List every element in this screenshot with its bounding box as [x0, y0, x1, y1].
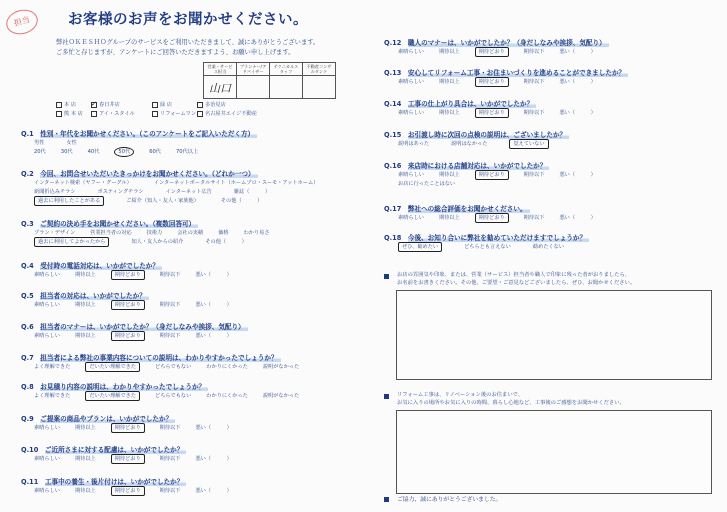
question-text: 工事中の養生・後片付けは、いかがでしたか？ [45, 478, 186, 486]
question-heading [21, 476, 186, 486]
answer-option[interactable]: 期待以下 [523, 215, 545, 221]
option-row [398, 243, 586, 250]
answer-option[interactable]: その他（ ） [220, 198, 263, 204]
answer-option[interactable]: 素晴らしい [34, 333, 60, 339]
answer-option[interactable]: 悪い（ ） [559, 110, 596, 116]
staff-header: 不動産コンサルタント [303, 63, 336, 76]
question-heading [384, 98, 536, 108]
checkbox[interactable] [197, 102, 203, 108]
question-heading [384, 203, 530, 213]
answer-option[interactable]: 覚えていない [509, 139, 548, 149]
branch-label: 多治見店 [205, 102, 226, 108]
answer-option[interactable]: わかりにくかった [206, 393, 248, 399]
answer-option[interactable]: 期待以下 [159, 425, 181, 431]
comment-box-1[interactable] [396, 290, 712, 380]
answer-option[interactable]: 説明がなかった [262, 393, 300, 399]
answer-option[interactable]: 価格 [218, 230, 229, 236]
answer-option[interactable]: 期待どおり [475, 77, 509, 87]
question-text: 安心してリフォーム工事・お住まいづくりを進めることができましたか？ [408, 69, 628, 77]
answer-option[interactable]: 20代 [34, 149, 46, 155]
answer-option[interactable]: どちらとも言えない [464, 244, 511, 250]
question-text: 職人のマナーは、いかがでしたか？（身だしなみや挨拶、気配り） [408, 39, 609, 47]
answer-option[interactable]: 悪い（ ） [559, 49, 596, 55]
option-row [398, 48, 611, 55]
option-row [34, 197, 284, 204]
branch-option[interactable] [91, 101, 120, 108]
branch-option[interactable] [197, 101, 226, 108]
question-text: お見積り内容の説明は、わかりやすかったでしょうか？ [40, 383, 208, 391]
answer-option[interactable]: どちらでもない [155, 393, 192, 399]
branch-option[interactable] [56, 101, 76, 108]
answer-option[interactable]: 悪い（ ） [195, 456, 232, 462]
answer-option[interactable]: 説明はあった [398, 141, 430, 147]
answer-option[interactable]: 期待どおり [111, 331, 145, 341]
question-number: Q.12 [384, 39, 402, 47]
checkbox[interactable] [152, 111, 158, 117]
question-number: Q.16 [384, 162, 402, 170]
option-row [34, 455, 247, 462]
option-row [398, 140, 571, 147]
question-text: 今回、お問合せいただいたきっかけをお聞かせください。（どれか一つ） [40, 170, 257, 178]
answer-option[interactable]: 期待以下 [523, 79, 545, 85]
comment-prompt-2: リフォーム工事は、リノベーション後のお住まいで、 お気に入りの場所やお気に入りの時間、暮らし心地など、工事後のご感想をお聞かせください。 [397, 392, 625, 406]
question-text: ご契約の決め手をお聞かせください。（複数回答可） [40, 220, 198, 228]
option-row [34, 229, 285, 236]
staff-stamp: 担当 [3, 6, 40, 37]
question-number: Q.17 [384, 205, 402, 213]
answer-option[interactable]: お店に行ったことはない [398, 181, 456, 187]
question-number: Q.1 [21, 130, 34, 138]
option-row [398, 180, 477, 187]
answer-option[interactable]: 素晴らしい [34, 302, 60, 308]
comment-bullet-icon [384, 274, 389, 279]
answer-option[interactable]: 期待どおり [475, 108, 509, 118]
checkbox[interactable] [197, 111, 203, 117]
answer-option[interactable]: 期待どおり [475, 47, 509, 57]
staff-header: テクニカルスタッフ [270, 63, 303, 76]
answer-option[interactable]: 期待以下 [159, 272, 181, 278]
comment-bullet-icon [384, 394, 389, 399]
answer-option[interactable]: 知人・友人からの紹介 [131, 239, 184, 245]
answer-option[interactable]: 素晴らしい [398, 79, 424, 85]
answer-option[interactable]: だいたい理解できた [85, 362, 140, 372]
thanks-text: ご協力、誠にありがとうございました。 [397, 497, 502, 503]
option-row [34, 271, 247, 278]
answer-option[interactable]: 期待以下 [523, 110, 545, 116]
answer-option[interactable]: 営業担当者の対応 [90, 230, 132, 236]
question-heading [384, 129, 569, 139]
question-number: Q.18 [384, 234, 402, 242]
question-number: Q.14 [384, 100, 402, 108]
staff-name-handwritten: 山口 [209, 82, 231, 95]
question-text: 工事の仕上がり具合は、いかがでしたか？ [408, 100, 536, 108]
answer-option[interactable]: 期待以下 [523, 49, 545, 55]
answer-option[interactable]: 期待以上 [74, 302, 96, 308]
answer-option[interactable]: 期待どおり [111, 423, 145, 433]
staff-cell[interactable] [303, 76, 336, 99]
checkbox[interactable] [56, 102, 62, 108]
answer-option[interactable]: 悪い（ ） [559, 215, 596, 221]
answer-option[interactable]: プラン・デザイン [34, 230, 76, 236]
survey-title: お客様のお声をお聞かせください。 [68, 12, 308, 28]
answer-option[interactable]: 30代 [60, 149, 73, 155]
answer-option[interactable]: どちらでもない [155, 364, 192, 370]
question-number: Q.6 [21, 323, 34, 331]
question-heading [384, 37, 609, 47]
question-number: Q.9 [21, 415, 34, 423]
question-number: Q.11 [21, 478, 39, 486]
answer-option[interactable]: 新聞折込みチラシ [34, 189, 76, 195]
answer-option[interactable]: 期待以下 [523, 172, 545, 178]
branch-option[interactable] [197, 110, 257, 117]
staff-cell[interactable] [270, 76, 303, 99]
answer-option[interactable]: 素晴らしい [398, 215, 424, 221]
option-row [398, 171, 611, 178]
answer-option[interactable]: 期待以上 [438, 49, 460, 55]
checkbox[interactable] [91, 111, 97, 117]
question-text: 受付時の電話対応は、いかがでしたか？ [40, 262, 162, 270]
answer-option[interactable]: 悪い（ ） [195, 425, 232, 431]
question-text: 弊社への総合評価をお聞かせください。 [408, 205, 530, 213]
intro-text [56, 38, 386, 58]
answer-option[interactable]: 悪い（ ） [559, 172, 596, 178]
option-row [34, 424, 247, 431]
answer-option[interactable]: 期待以上 [74, 333, 96, 339]
answer-option[interactable]: ぜひ、勧めたい [398, 242, 442, 252]
question-number: Q.8 [21, 383, 34, 391]
intro-line: 弊社ＯＫＥＳＨＯグループのサービスをご利用いただきまして、誠にありがとうございます。 [56, 39, 320, 46]
answer-option[interactable]: 説明はなかった [451, 141, 488, 147]
answer-option[interactable]: 50代 [114, 147, 134, 157]
answer-option[interactable]: その他（ ） [205, 239, 247, 245]
answer-option[interactable]: 悪い（ ） [195, 333, 232, 339]
answer-option[interactable]: 悪い（ ） [195, 302, 232, 308]
answer-option[interactable]: 期待以上 [74, 425, 96, 431]
intro-line: ご多忙と存じますが、アンケートにご回答いただきますよう、お願い申し上げます。 [56, 49, 295, 56]
question-text: ご近所さまに対する配慮は、いかがでしたか？ [45, 446, 186, 454]
branch-option[interactable] [91, 110, 135, 117]
checkbox[interactable] [56, 111, 62, 117]
checkbox[interactable] [91, 99, 97, 108]
answer-option[interactable]: 期待以上 [74, 488, 96, 494]
comment-box-2[interactable] [396, 410, 712, 494]
answer-option[interactable]: 期待以上 [74, 456, 96, 462]
branch-label: 緑 店 [160, 102, 173, 108]
staff-header: プランナー/アドバイザー [237, 63, 270, 76]
question-number: Q.4 [21, 262, 34, 270]
answer-option[interactable]: 素晴らしい [34, 425, 60, 431]
question-number: Q.7 [21, 354, 34, 362]
answer-option[interactable]: わかり易さ [243, 230, 270, 236]
answer-option[interactable]: 期待以下 [159, 333, 181, 339]
thanks-bullet-icon [384, 497, 389, 502]
answer-option[interactable]: だいたい理解できた [85, 391, 140, 401]
branch-option[interactable] [152, 101, 172, 108]
branch-label: アイ・スタイル [99, 111, 135, 117]
answer-option[interactable]: 期待以上 [438, 172, 460, 178]
answer-option[interactable]: 期待どおり [475, 170, 509, 180]
answer-option[interactable]: 会社の実績 [177, 230, 204, 236]
question-number: Q.15 [384, 131, 402, 139]
answer-option[interactable]: 期待どおり [111, 300, 145, 310]
answer-option[interactable]: ご紹介（知人・友人・家族他） [126, 198, 199, 204]
question-number: Q.3 [21, 220, 34, 228]
answer-option[interactable]: 期待以上 [74, 272, 96, 278]
staff-header: 営業・サービス担当 [204, 63, 237, 76]
option-row [398, 214, 611, 221]
branch-label: 名古屋井エイジ不動産 [205, 111, 257, 117]
answer-option[interactable]: 悪い（ ） [195, 488, 232, 494]
answer-option[interactable]: 期待以上 [438, 79, 460, 85]
answer-option[interactable]: よく理解できた [34, 364, 71, 370]
question-text: ご提案の商品やプランは、いかがでしたか？ [40, 415, 175, 423]
question-text: 担当者による弊社の事業内容についての説明は、わかりやすかったでしょうか？ [40, 354, 280, 362]
answer-option[interactable]: 素晴らしい [34, 272, 60, 278]
answer-option[interactable]: 70代以上 [175, 149, 199, 155]
option-row [34, 363, 314, 370]
question-text: 来店時における店舗対応は、いかがでしたか？ [408, 162, 549, 170]
branch-label: 本 店 [64, 102, 77, 108]
question-heading [21, 290, 149, 300]
answer-option[interactable]: 60代 [149, 149, 161, 155]
branch-option[interactable] [152, 110, 196, 117]
answer-option[interactable]: 期待以下 [159, 302, 181, 308]
question-heading [384, 67, 628, 77]
answer-option[interactable]: 男性 [34, 140, 45, 146]
answer-option[interactable]: 過去に利用してよかったから [34, 237, 109, 247]
option-row [34, 148, 213, 155]
question-heading [21, 218, 198, 228]
branch-label: 春日井店 [99, 102, 120, 108]
option-row [398, 78, 611, 85]
answer-option[interactable]: 雑誌（ ） [233, 189, 271, 195]
comment-prompt-1: お店の雰囲気や印象、または、営業（サービス）担当者や職人で印象に残った者がおりましたら、 お名前をお書きください。その他、ご要望・ご意見などございましたら、ぜひ、お聞かせください。 [397, 272, 636, 286]
question-text: 担当者の対応は、いかがでしたか？ [40, 292, 149, 300]
question-number: Q.2 [21, 170, 34, 178]
option-row [34, 139, 99, 146]
branch-label: リフォームワン [160, 111, 197, 117]
answer-option[interactable]: 期待以上 [438, 215, 460, 221]
answer-option[interactable]: 期待以下 [159, 456, 181, 462]
answer-option[interactable]: 悪い（ ） [195, 272, 232, 278]
question-heading [21, 413, 175, 423]
answer-option[interactable]: 素晴らしい [398, 172, 424, 178]
answer-option[interactable]: 期待どおり [111, 454, 145, 464]
question-heading [21, 128, 257, 138]
answer-option[interactable]: 素晴らしい [34, 456, 60, 462]
answer-option[interactable]: インターネットポータルサイト（ホームプロ・スーモ・アットホーム） [153, 180, 319, 186]
question-heading [21, 168, 258, 178]
answer-option[interactable]: 素晴らしい [398, 49, 424, 55]
answer-option[interactable]: 過去に利用したことがある [34, 196, 104, 206]
option-row [34, 188, 292, 195]
option-row [34, 332, 247, 339]
option-row [34, 238, 269, 245]
answer-option[interactable]: 説明がなかった [262, 364, 300, 370]
option-row [34, 487, 247, 494]
answer-option[interactable]: 期待どおり [475, 213, 509, 223]
answer-option[interactable]: ポスティングチラシ [97, 189, 144, 195]
question-number: Q.13 [384, 69, 402, 77]
option-row [34, 179, 340, 186]
question-heading [21, 381, 208, 391]
option-row [34, 301, 247, 308]
branch-label: 熊 本 店 [64, 111, 83, 117]
answer-option[interactable]: インターネット検索（ヤフー・グーグル） [34, 180, 132, 186]
question-heading [21, 260, 162, 270]
answer-option[interactable]: 素晴らしい [34, 488, 60, 494]
question-text: お引渡し時に次回の点検の説明は、ございましたか？ [408, 131, 569, 139]
answer-option[interactable]: 素晴らしい [398, 110, 424, 116]
question-heading [21, 352, 281, 362]
answer-option[interactable]: 悪い（ ） [559, 79, 596, 85]
answer-option[interactable]: 女性 [66, 140, 77, 146]
answer-option[interactable]: 期待以上 [438, 110, 460, 116]
question-heading [21, 321, 248, 331]
answer-option[interactable]: 期待どおり [111, 270, 145, 280]
question-heading [21, 444, 186, 454]
question-text: 性別・年代をお聞かせください。（このアンケートをご記入いただく方） [40, 130, 257, 138]
question-number: Q.10 [21, 446, 39, 454]
answer-option[interactable]: わかりにくかった [206, 364, 248, 370]
answer-option[interactable]: よく理解できた [34, 393, 71, 399]
branch-option[interactable] [56, 110, 83, 117]
answer-option[interactable]: 期待以下 [159, 488, 181, 494]
question-heading [384, 232, 589, 242]
answer-option[interactable]: 40代 [87, 149, 100, 155]
question-number: Q.5 [21, 292, 34, 300]
staff-cell[interactable] [237, 76, 270, 99]
question-text: 担当者のマナーは、いかがでしたか？（身だしなみや挨拶、気配り） [40, 323, 247, 331]
option-row [34, 392, 314, 399]
checkbox[interactable] [152, 102, 158, 108]
question-text: 今後、お知り合いに弊社を勧めていただけますでしょうか？ [408, 234, 589, 242]
answer-option[interactable]: インターネット広告 [165, 189, 212, 195]
answer-option[interactable]: 勧めたくない [532, 244, 564, 250]
answer-option[interactable]: 技術力 [146, 230, 163, 236]
check-mark-icon: ✓ [91, 99, 97, 108]
question-heading [384, 160, 549, 170]
option-row [398, 109, 611, 116]
answer-option[interactable]: 期待どおり [111, 486, 145, 496]
